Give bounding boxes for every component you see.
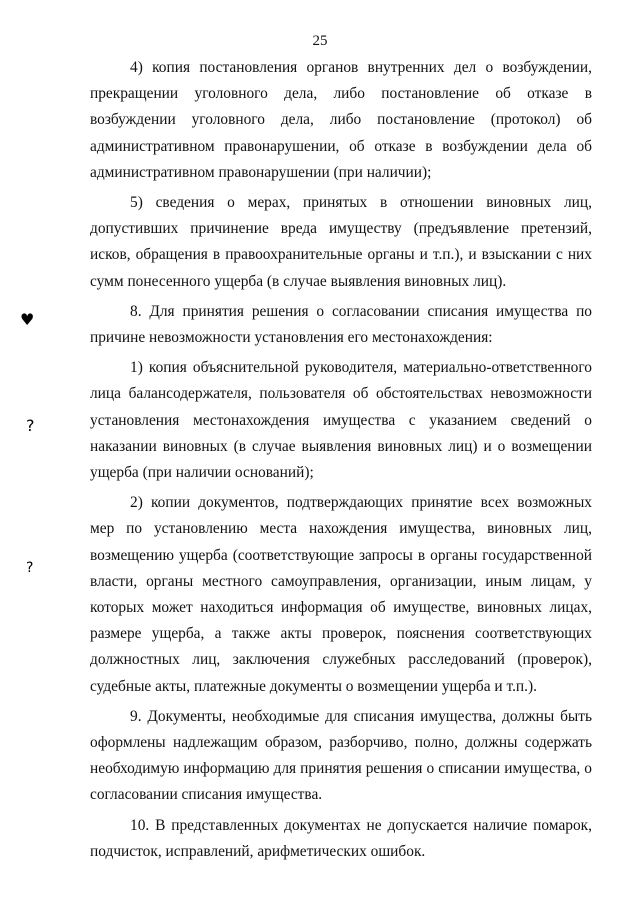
paragraph-item-2: 2) копии документов, подтверждающих принятие всех возможных мер по установлению места нахождения имущества, виновных лиц, возмещению ущерба (соответствующие запросы в органы государственной власти, органы местного самоуправления, организации, иным лицам, у которых может находиться информация об имуществе, виновных лицах, размере ущерба, а также акты проверок, пояснения соответствующих должностных лиц, заключения служебных расследований (проверок), судебные акты, платежные документы о возмещении ущерба и т.п.). — [90, 494, 592, 695]
margin-mark-scribble: ? — [26, 416, 35, 435]
paragraph-section-8: 8. Для принятия решения о согласовании списания имущества по причине невозможности установления его местонахождения: — [90, 302, 592, 347]
paragraph-section-9: 9. Документы, необходимые для списания имущества, должны быть оформлены надлежащим образом, разборчиво, полно, должны содержать необходимую информацию для принятия решения о списании имущества, о согласовании списания имущества. — [90, 707, 592, 804]
paragraph-item-1: 1) копия объяснительной руководителя, материально-ответственного лица балансодержателя, пользователя об обстоятельствах невозможности установления местонахождения имущества с указанием сведений о наказании виновных (в случае выявления виновных лиц) и о возмещении ущерба (при наличии оснований); — [90, 359, 592, 482]
document-body — [90, 55, 592, 865]
paragraph-item-4: 4) копия постановления органов внутренних дел о возбуждении, прекращении уголовного дела, либо постановление об отказе в возбуждении уголовного дела, либо постановление (протокол) об административном правонарушении, об отказе в возбуждении дела об административном правонарушении (при наличии); — [90, 59, 592, 181]
paragraph-section-10: 10. В представленных документах не допускается наличие помарок, подчисток, исправлений, арифметических ошибок. — [90, 816, 592, 860]
margin-mark-heart: ♥ — [20, 310, 35, 329]
page-number: 25 — [312, 33, 328, 49]
margin-mark-scribble: ? — [26, 560, 34, 576]
paragraph-item-5: 5) сведения о мерах, принятых в отношении виновных лиц, допустивших причинение вреда имуществу (предъявление претензий, исков, обращения в правоохранительные органы и т.п.), и взыскании с них сумм понесенного ущерба (в случае выявления виновных лиц). — [90, 194, 592, 290]
